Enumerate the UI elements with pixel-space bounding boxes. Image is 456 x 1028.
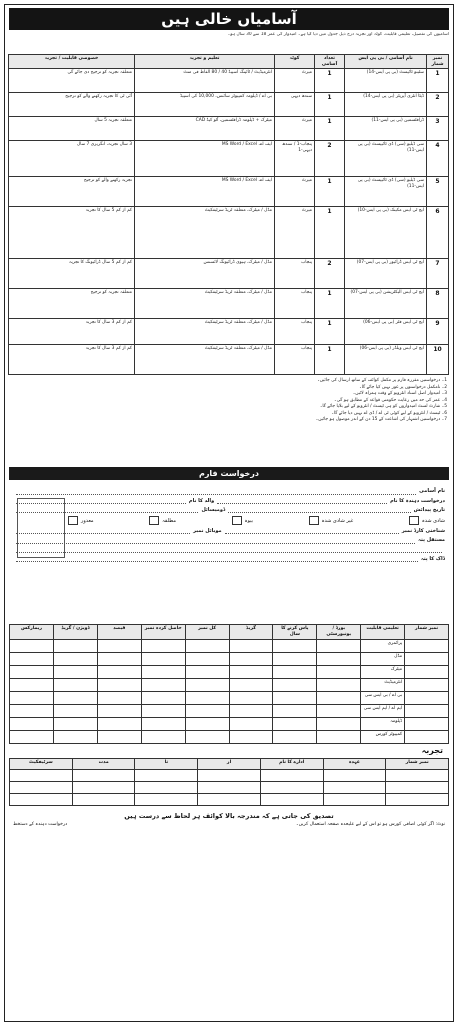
education-table-header xyxy=(10,625,449,639)
serial-number: 10 xyxy=(427,345,449,375)
vacancy-table-body xyxy=(9,69,449,375)
education-requirement: ایف اے، MS Word / Excel xyxy=(135,177,275,207)
table-row xyxy=(9,289,449,319)
post-count: 2 xyxy=(315,259,345,289)
qualification-name: کمپیوٹر کورس xyxy=(361,730,405,743)
column-header: ریمارکس xyxy=(10,625,54,639)
education-requirement: میٹرک + ڈپلومہ ڈرافٹسمین، آٹو کیڈ CAD xyxy=(135,117,275,141)
qualification-name: ڈپلومہ xyxy=(361,717,405,730)
experience-requirement: تجربہ رکھنے والے کو ترجیح xyxy=(9,177,135,207)
option-item xyxy=(306,516,354,525)
column-header: نمبر شمار xyxy=(405,625,449,639)
table-cell[interactable] xyxy=(273,652,317,665)
post-name: سٹینو ٹائپسٹ (بی پی ایس-14) xyxy=(345,69,427,93)
table-cell[interactable] xyxy=(97,717,141,730)
option-label: شادی شدہ xyxy=(421,518,445,525)
experience-title: تجربہ xyxy=(421,745,443,755)
table-row xyxy=(10,781,449,793)
table-cell[interactable] xyxy=(317,704,361,717)
table-row xyxy=(9,207,449,259)
vacancy-table-header xyxy=(9,55,449,69)
quota: سندھ دیہی xyxy=(275,93,315,117)
note-line: 4۔ عمر کی حد میں رعایت حکومتی قواعد کے مطابق ہو گی۔ xyxy=(334,397,447,403)
table-cell[interactable] xyxy=(323,769,386,781)
table-cell[interactable] xyxy=(317,691,361,704)
table-row xyxy=(9,69,449,93)
table-cell[interactable] xyxy=(405,691,449,704)
column-header: تا xyxy=(135,758,198,769)
table-row xyxy=(10,717,449,730)
cnic-label: شناختی کارڈ نمبر xyxy=(401,528,445,535)
post-count: 1 xyxy=(315,289,345,319)
serial-number: 1 xyxy=(427,69,449,93)
experience-table xyxy=(9,758,449,806)
education-requirement: ایف اے، MS Word / Excel xyxy=(135,141,275,177)
table-cell[interactable] xyxy=(229,691,273,704)
checkbox[interactable] xyxy=(68,516,78,525)
column-header: کل نمبر xyxy=(185,625,229,639)
vacancy-table xyxy=(8,54,449,375)
table-cell[interactable] xyxy=(135,781,198,793)
serial-number: 4 xyxy=(427,141,449,177)
cnic-field[interactable] xyxy=(225,528,399,534)
post-name: ایچ ٹی ایس ڈرائیور (بی پی ایس-07) xyxy=(345,259,427,289)
table-cell[interactable] xyxy=(72,781,135,793)
column-header: تعلیمی قابلیت xyxy=(361,625,405,639)
checkbox[interactable] xyxy=(232,516,242,525)
address-field[interactable] xyxy=(16,538,415,544)
experience-requirement: متعلقہ تجربہ کو ترجیح xyxy=(9,289,135,319)
education-requirement: مڈل / میٹرک، ہیوی ڈرائیونگ لائسنس xyxy=(135,259,275,289)
table-cell[interactable] xyxy=(10,781,73,793)
education-requirement: مڈل / میٹرک، متعلقہ ٹریڈ سرٹیفکیٹ xyxy=(135,289,275,319)
table-cell[interactable] xyxy=(229,665,273,678)
column-header: بورڈ / یونیورسٹی xyxy=(317,625,361,639)
table-row xyxy=(10,769,449,781)
post-name: ڈیٹا انٹری آپریٹر (بی پی ایس-14) xyxy=(345,93,427,117)
table-cell[interactable] xyxy=(141,652,185,665)
checkbox[interactable] xyxy=(309,516,319,525)
table-row xyxy=(10,793,449,805)
column-header: کوٹہ xyxy=(275,55,315,69)
qualification-name: بی اے / بی ایس سی xyxy=(361,691,405,704)
post-count: 2 xyxy=(315,141,345,177)
column-header: خصوصی قابلیت / تجربہ xyxy=(9,55,135,69)
post-count: 1 xyxy=(315,345,345,375)
table-cell[interactable] xyxy=(405,704,449,717)
table-cell[interactable] xyxy=(229,717,273,730)
table-cell[interactable] xyxy=(405,678,449,691)
table-row xyxy=(10,678,449,691)
table-cell[interactable] xyxy=(72,769,135,781)
domicile-label: ڈومیسائل xyxy=(201,506,226,513)
quota: میرٹ xyxy=(275,177,315,207)
column-header: تعداد آسامی xyxy=(315,55,345,69)
table-cell[interactable] xyxy=(273,730,317,743)
checkbox[interactable] xyxy=(409,516,419,525)
table-cell[interactable] xyxy=(141,691,185,704)
table-row xyxy=(10,691,449,704)
post-name: سی ڈیلیو (سی) ڈی ٹائیپسٹ (بی پی ایس-11) xyxy=(345,141,427,177)
serial-number: 2 xyxy=(427,93,449,117)
address-field-line-2[interactable] xyxy=(16,547,442,553)
note-line: 6۔ ٹیسٹ / انٹرویو کے لیے کوئی ٹی اے / ڈی اے نہیں دیا جائے گا۔ xyxy=(331,410,447,416)
column-header: تعلیم و تجربہ xyxy=(135,55,275,69)
table-cell[interactable] xyxy=(185,717,229,730)
column-header: نمبر شمار xyxy=(386,758,449,769)
table-cell[interactable] xyxy=(185,730,229,743)
table-cell[interactable] xyxy=(405,717,449,730)
address-label: مستقل پتہ xyxy=(418,537,445,544)
table-cell[interactable] xyxy=(97,665,141,678)
table-row xyxy=(9,93,449,117)
option-item xyxy=(229,516,253,525)
table-cell[interactable] xyxy=(185,665,229,678)
column-header: مدت xyxy=(72,758,135,769)
column-header: سرٹیفکیٹ xyxy=(10,758,73,769)
declaration-text: تصدیق کی جاتی ہے کہ مندرجہ بالا کوائف ہر لحاظ سے درست ہیں xyxy=(124,811,334,820)
experience-table-body xyxy=(10,769,449,805)
signature-label: درخواست دہندہ کے دستخط xyxy=(13,822,68,828)
table-cell[interactable] xyxy=(229,639,273,652)
father-name-label: والد کا نام xyxy=(188,497,215,504)
education-requirement: بی اے / ڈپلومہ کمپیوٹر سائنس، 10,000 کی اسپیڈ xyxy=(135,93,275,117)
quota: میرٹ xyxy=(275,117,315,141)
experience-requirement: 3 سال تجربہ، انگریزی 7 سال xyxy=(9,141,135,177)
postal-field[interactable] xyxy=(16,556,418,562)
post-name: سی ڈیلیو (سی) ڈی ٹائیپسٹ (بی پی ایس-11) xyxy=(345,177,427,207)
table-row xyxy=(9,345,449,375)
intro-text: آسامیوں کی تفصیل، تعلیمی قابلیت، کوٹہ اور تجربہ درج ذیل جدول میں دیا گیا ہے۔ امیدوار کی عمر 18 سے 30 سال ہو۔ xyxy=(227,32,449,37)
footer-note: نوٹ: اگر کوئی اضافی کورس ہو تو اس کے لیے علیحدہ صفحہ استعمال کریں۔ xyxy=(295,822,445,828)
column-header: از xyxy=(198,758,261,769)
table-row xyxy=(10,639,449,652)
quota: میرٹ xyxy=(275,69,315,93)
footer-row xyxy=(5,820,453,830)
qualification-name: انٹرمیڈیٹ xyxy=(361,678,405,691)
table-cell[interactable] xyxy=(317,678,361,691)
post-name: ایچ ٹی ایس مکینک (بی پی ایس-10) xyxy=(345,207,427,259)
table-cell[interactable] xyxy=(273,639,317,652)
note-line: 2۔ نامکمل درخواستوں پر غور نہیں کیا جائے گا۔ xyxy=(359,384,447,390)
table-cell[interactable] xyxy=(405,730,449,743)
table-cell[interactable] xyxy=(317,639,361,652)
table-cell[interactable] xyxy=(10,793,73,805)
post-count: 1 xyxy=(315,319,345,345)
table-cell[interactable] xyxy=(185,652,229,665)
table-cell[interactable] xyxy=(317,652,361,665)
post-name: ڈرافٹسمین (بی پی ایس-11) xyxy=(345,117,427,141)
quota: پنجاب xyxy=(275,289,315,319)
option-label: معذور xyxy=(81,518,94,525)
table-row xyxy=(10,704,449,717)
photo-box xyxy=(17,498,65,558)
table-cell[interactable] xyxy=(135,793,198,805)
table-cell[interactable] xyxy=(405,639,449,652)
application-form xyxy=(5,482,453,624)
option-item xyxy=(65,516,94,525)
note-line: 1۔ درخواستیں مقررہ فارم پر مکمل کوائف کے ساتھ ارسال کی جائیں۔ xyxy=(317,378,447,384)
serial-number: 5 xyxy=(427,177,449,207)
table-cell[interactable] xyxy=(141,704,185,717)
page-title: آسامیاں خالی ہیں xyxy=(9,8,449,30)
quota: پنجاب xyxy=(275,345,315,375)
table-cell[interactable] xyxy=(317,730,361,743)
table-cell[interactable] xyxy=(198,793,261,805)
education-requirement: مڈل / میٹرک، متعلقہ ٹریڈ سرٹیفکیٹ xyxy=(135,319,275,345)
table-cell[interactable] xyxy=(229,730,273,743)
table-cell[interactable] xyxy=(185,704,229,717)
table-cell[interactable] xyxy=(260,769,323,781)
table-cell[interactable] xyxy=(53,691,97,704)
table-cell[interactable] xyxy=(97,704,141,717)
column-header: عہدہ xyxy=(323,758,386,769)
experience-requirement: کم از کم 5 سال ڈرائیونگ کا تجربہ xyxy=(9,259,135,289)
post-name-field[interactable] xyxy=(16,489,416,495)
qualification-name: پرائمری xyxy=(361,639,405,652)
table-cell[interactable] xyxy=(10,691,54,704)
table-cell[interactable] xyxy=(97,652,141,665)
table-cell[interactable] xyxy=(141,665,185,678)
table-cell[interactable] xyxy=(135,769,198,781)
column-header: نمبر شمار xyxy=(427,55,449,69)
table-cell[interactable] xyxy=(273,704,317,717)
table-cell[interactable] xyxy=(317,665,361,678)
table-cell[interactable] xyxy=(273,717,317,730)
applicant-name-label: درخواست دہندہ کا نام xyxy=(390,497,445,504)
table-cell[interactable] xyxy=(273,665,317,678)
table-cell[interactable] xyxy=(97,730,141,743)
table-cell[interactable] xyxy=(97,639,141,652)
qualification-name: میٹرک xyxy=(361,665,405,678)
experience-requirement: آئی ٹی کا تجربہ رکھنے والے کو ترجیح xyxy=(9,93,135,117)
experience-requirement: متعلقہ تجربہ 5 سال xyxy=(9,117,135,141)
table-cell[interactable] xyxy=(10,704,54,717)
experience-table-header xyxy=(10,758,449,769)
column-header: ادارے کا نام xyxy=(260,758,323,769)
table-cell[interactable] xyxy=(229,652,273,665)
table-cell[interactable] xyxy=(405,665,449,678)
column-header: گریڈ xyxy=(229,625,273,639)
dob-label: تاریخ پیدائش xyxy=(413,506,445,513)
post-name: ایچ ٹی ایس ویلڈر (بی پی ایس-06) xyxy=(345,345,427,375)
table-cell[interactable] xyxy=(260,781,323,793)
table-row xyxy=(9,259,449,289)
advertisement-page xyxy=(4,4,454,1022)
table-cell[interactable] xyxy=(10,678,54,691)
table-cell[interactable] xyxy=(53,730,97,743)
serial-number: 8 xyxy=(427,289,449,319)
table-cell[interactable] xyxy=(405,652,449,665)
experience-requirement: متعلقہ تجربہ کو ترجیح دی جائے گی xyxy=(9,69,135,93)
table-cell[interactable] xyxy=(10,665,54,678)
dob-field[interactable] xyxy=(228,507,410,513)
table-cell[interactable] xyxy=(323,781,386,793)
column-header: حاصل کردہ نمبر xyxy=(141,625,185,639)
table-cell[interactable] xyxy=(229,678,273,691)
table-cell[interactable] xyxy=(323,793,386,805)
table-cell[interactable] xyxy=(141,730,185,743)
column-header: نام آسامی / بی پی ایس xyxy=(345,55,427,69)
note-line: 3۔ امیدوار اصل اسناد انٹرویو کے وقت ہمراہ لائیں۔ xyxy=(352,391,447,397)
education-table-body xyxy=(10,639,449,743)
table-cell[interactable] xyxy=(141,678,185,691)
table-row xyxy=(9,117,449,141)
checkbox[interactable] xyxy=(149,516,159,525)
option-item xyxy=(406,516,445,525)
table-cell[interactable] xyxy=(97,678,141,691)
table-cell[interactable] xyxy=(10,730,54,743)
education-requirement: انٹرمیڈیٹ / ٹائپنگ اسپیڈ 40 / 80 الفاظ فی منٹ xyxy=(135,69,275,93)
post-name-label: نام آسامی xyxy=(419,488,445,495)
education-requirement: مڈل / میٹرک، متعلقہ ٹریڈ سرٹیفکیٹ xyxy=(135,207,275,259)
note-line: 7۔ درخواستیں اشتہار کی اشاعت کے 15 دن کے اندر موصول ہو جائیں۔ xyxy=(315,417,447,423)
table-cell[interactable] xyxy=(198,781,261,793)
post-count: 1 xyxy=(315,69,345,93)
option-item xyxy=(146,516,176,525)
notes-section xyxy=(5,375,453,465)
table-cell[interactable] xyxy=(317,717,361,730)
table-cell[interactable] xyxy=(229,704,273,717)
table-cell[interactable] xyxy=(386,793,449,805)
experience-requirement: کم از کم 3 سال کا تجربہ xyxy=(9,345,135,375)
education-table xyxy=(9,624,449,743)
table-cell[interactable] xyxy=(198,769,261,781)
serial-number: 9 xyxy=(427,319,449,345)
column-header: ڈویژن / گریڈ xyxy=(53,625,97,639)
table-row xyxy=(10,665,449,678)
post-count: 1 xyxy=(315,177,345,207)
applicant-name-field[interactable] xyxy=(217,498,387,504)
table-cell[interactable] xyxy=(141,717,185,730)
table-cell[interactable] xyxy=(10,769,73,781)
mobile-label: موبائل نمبر xyxy=(193,528,222,535)
table-cell[interactable] xyxy=(10,639,54,652)
post-count: 1 xyxy=(315,207,345,259)
post-name: ایچ ٹی ایس الیکٹریشن (بی پی ایس-07) xyxy=(345,289,427,319)
table-cell[interactable] xyxy=(273,691,317,704)
serial-number: 7 xyxy=(427,259,449,289)
table-cell[interactable] xyxy=(141,639,185,652)
table-cell[interactable] xyxy=(185,691,229,704)
post-count: 1 xyxy=(315,117,345,141)
table-cell[interactable] xyxy=(273,678,317,691)
marital-status-options xyxy=(65,516,445,525)
table-cell[interactable] xyxy=(53,639,97,652)
table-cell[interactable] xyxy=(185,639,229,652)
table-cell[interactable] xyxy=(72,793,135,805)
table-row xyxy=(9,177,449,207)
table-cell[interactable] xyxy=(185,678,229,691)
table-cell[interactable] xyxy=(53,678,97,691)
table-cell[interactable] xyxy=(386,781,449,793)
quota: پنجاب-1 / سندھ دیہی-1 xyxy=(275,141,315,177)
table-cell[interactable] xyxy=(386,769,449,781)
experience-requirement: کم از کم 5 سال کا تجربہ xyxy=(9,207,135,259)
table-row xyxy=(9,319,449,345)
table-cell[interactable] xyxy=(260,793,323,805)
option-label: غیر شادی شدہ xyxy=(321,518,354,525)
table-cell[interactable] xyxy=(53,652,97,665)
table-cell[interactable] xyxy=(53,717,97,730)
note-line: 5۔ شارٹ لسٹ امیدواروں کو ہی ٹیسٹ / انٹرویو کے لیے بلایا جائے گا۔ xyxy=(319,404,447,410)
table-cell[interactable] xyxy=(53,704,97,717)
qualification-name: مڈل xyxy=(361,652,405,665)
experience-requirement: کم از کم 3 سال کا تجربہ xyxy=(9,319,135,345)
table-row xyxy=(10,652,449,665)
serial-number: 6 xyxy=(427,207,449,259)
table-cell[interactable] xyxy=(10,652,54,665)
quota: میرٹ xyxy=(275,207,315,259)
column-header: پاس کرنے کا سال xyxy=(273,625,317,639)
table-cell[interactable] xyxy=(10,717,54,730)
option-label: مطلقہ xyxy=(162,518,177,525)
postal-label: ڈاک کا پتہ xyxy=(420,555,445,562)
table-cell[interactable] xyxy=(97,691,141,704)
option-label: بیوہ xyxy=(244,518,254,525)
column-header: فیصد xyxy=(97,625,141,639)
quota: پنجاب xyxy=(275,319,315,345)
post-count: 1 xyxy=(315,93,345,117)
post-name: ایچ ٹی ایس فٹر (بی پی ایس-06) xyxy=(345,319,427,345)
form-title: درخواست فارم xyxy=(9,467,449,480)
table-row xyxy=(9,141,449,177)
education-requirement: مڈل / میٹرک، متعلقہ ٹریڈ سرٹیفکیٹ xyxy=(135,345,275,375)
table-row xyxy=(10,730,449,743)
serial-number: 3 xyxy=(427,117,449,141)
qualification-name: ایم اے / ایم ایس سی xyxy=(361,704,405,717)
quota: پنجاب xyxy=(275,259,315,289)
table-cell[interactable] xyxy=(53,665,97,678)
